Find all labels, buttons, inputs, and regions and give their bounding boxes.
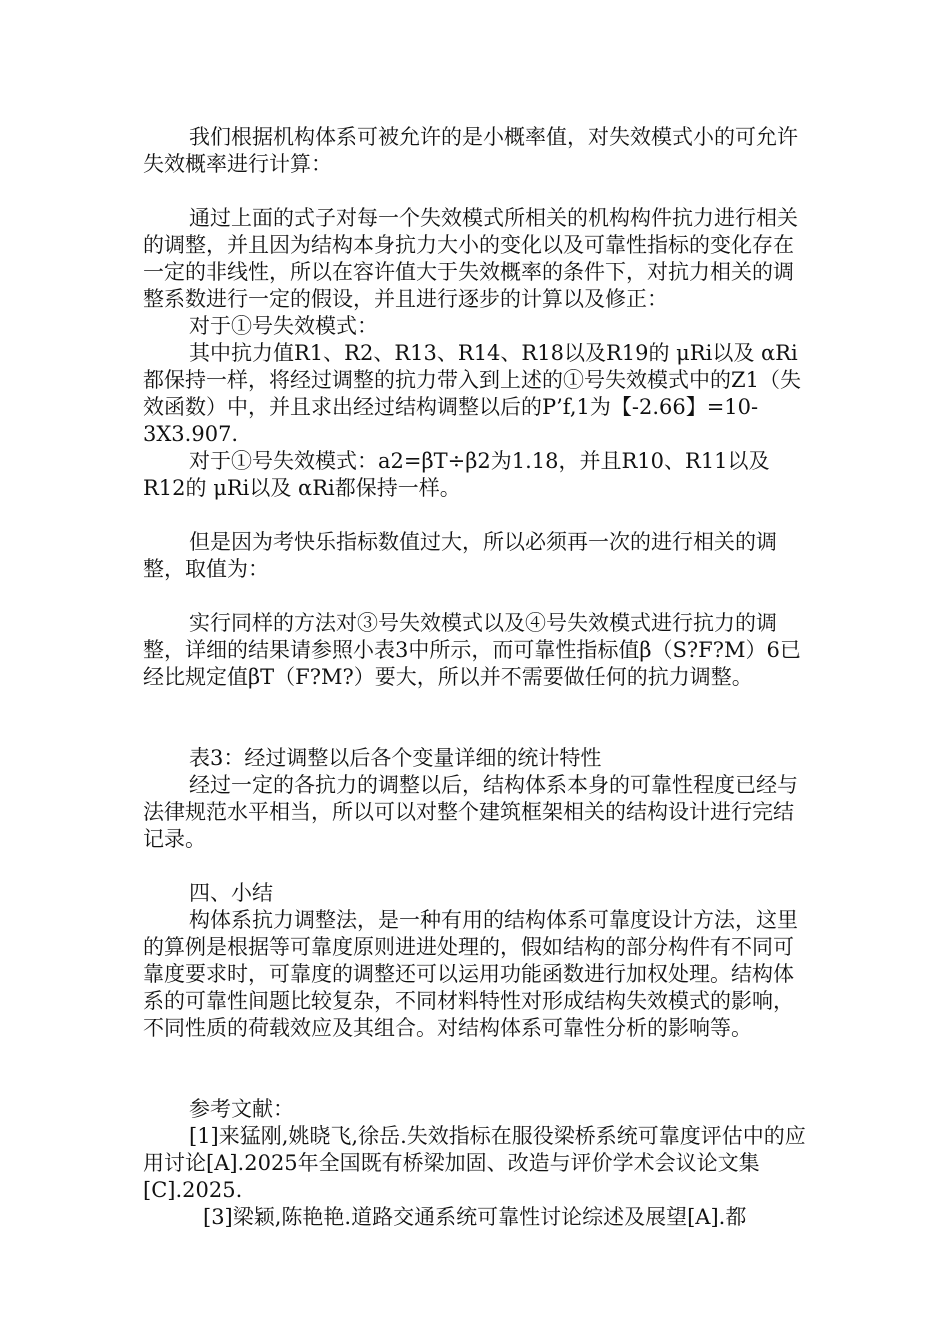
blank-line [143, 178, 811, 205]
paragraph-mode-1-heading: 对于①号失效模式： [189, 314, 378, 338]
document-body [143, 124, 811, 1231]
paragraph-summary: 构体系抗力调整法，是一种有用的结构体系可靠度设计方法，这里的算例是根据等可靠度原则进进处理的，假如结构的部分构件有不同可靠度要求时，可靠度的调整还可以运用功能函数进行加权处理。结构体系的可靠性间题比较复杂，不同材料特性对形成结构失效模式的影响，不同性质的荷载效应及其组合。对结构体系可靠性分析的影响等。 [143, 908, 798, 1040]
blank-line [143, 502, 811, 529]
table-caption: 表3：经过调整以后各个变量详细的统计特性 [189, 746, 602, 770]
reference-item-3: [3]梁颖,陈艳艳.道路交通系统可靠性讨论综述及展望[A].都 [203, 1205, 747, 1229]
blank-line [143, 853, 811, 880]
paragraph-allowable-probability: 我们根据机构体系可被允许的是小概率值，对失效模式小的可允许失效概率进行计算： [143, 125, 798, 176]
paragraph-adjustment-method: 通过上面的式子对每一个失效模式所相关的机构构件抗力进行相关的调整，并且因为结构本身抗力大小的变化以及可靠性指标的变化存在一定的非线性，所以在容许值大于失效概率的条件下，对抗力相关的调整系数进行一定的假设，并且进行逐步的计算以及修正： [143, 206, 798, 311]
blank-lines [143, 1042, 811, 1096]
section-heading-summary: 四、小结 [189, 881, 273, 905]
blank-lines [143, 691, 811, 745]
paragraph-mode-1-detail: 其中抗力值R1、R2、R13、R14、R18以及R19的 μRi以及 αRi都保持一样，将经过调整的抗力带入到上述的①号失效模式中的Z1（失效函数）中，并且求出经过结构调整以后的P’f,1为【-2.66】=10-3X3.907. [143, 341, 801, 446]
paragraph-conclusion-record: 经过一定的各抗力的调整以后，结构体系本身的可靠性程度已经与法律规范水平相当，所以可以对整个建筑框架相关的结构设计进行完结记录。 [143, 773, 798, 851]
paragraph-modes-3-4: 实行同样的方法对③号失效模式以及④号失效模式进行抗力的调整，详细的结果请参照小表3中所示，而可靠性指标值β（S?F?M）6已经比规定值βT（F?M?）要大，所以并不需要做任何的抗力调整。 [143, 611, 801, 689]
reference-item-1: [1]来猛刚,姚晓飞,徐岳.失效指标在服役梁桥系统可靠度评估中的应用讨论[A].2025年全国既有桥梁加固、改造与评价学术会议论文集[C].2025. [143, 1124, 806, 1202]
paragraph-readjustment: 但是因为考快乐指标数值过大，所以必须再一次的进行相关的调整，取值为： [143, 530, 777, 581]
blank-line [143, 583, 811, 610]
references-heading: 参考文献： [189, 1097, 294, 1121]
paragraph-mode-2-detail: 对于①号失效模式：a2=βT÷β2为1.18，并且R10、R11以及R12的 μRi以及 αRi都保持一样。 [143, 449, 770, 500]
